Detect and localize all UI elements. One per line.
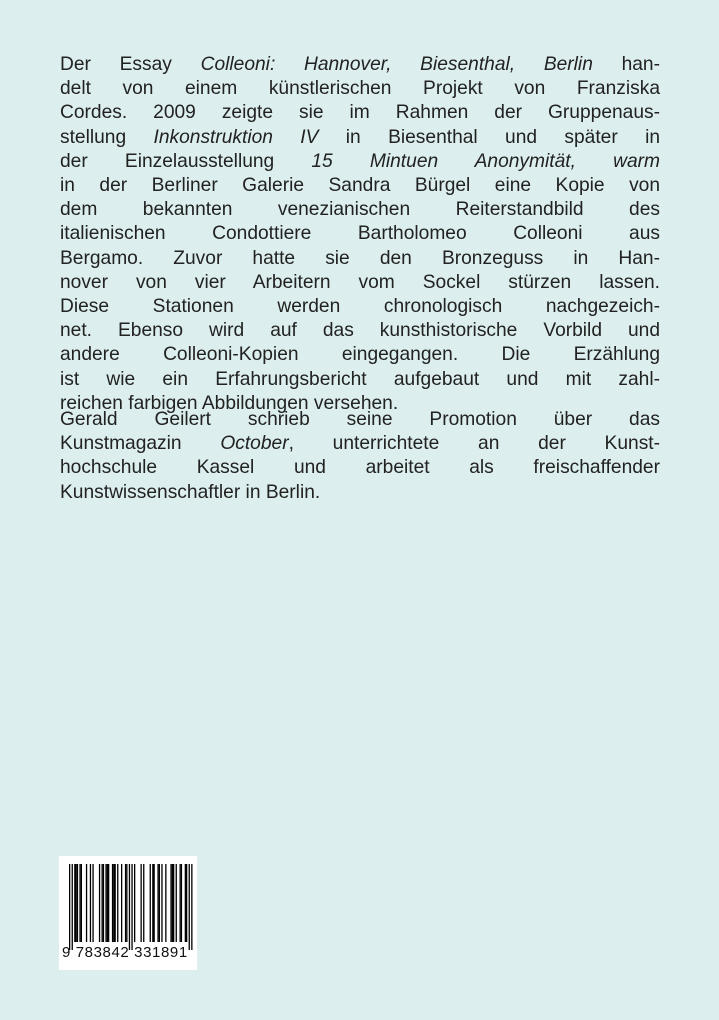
barcode-bar [108, 864, 109, 942]
text-line: Kunstwissenschaftler in Berlin. [60, 481, 321, 503]
barcode-bar [69, 864, 70, 950]
magazine-title: October [220, 433, 289, 455]
text-line: Bergamo. Zuvor hatte sie den Bronzeguss in Han- [60, 247, 660, 269]
text-line: Diese Stationen werden chronologisch nachgezeich- [60, 296, 660, 318]
exhibition-title: 15 Mintuen Anonymität, warm [311, 150, 660, 172]
barcode-bar [181, 864, 182, 942]
barcode-bar [129, 864, 130, 950]
barcode-bar [105, 864, 106, 942]
barcode-bar [102, 864, 103, 942]
barcode-bar [170, 864, 171, 942]
description-paragraph [60, 53, 660, 416]
barcode-bar [117, 864, 118, 942]
barcode-bar [113, 864, 114, 942]
barcode-bar [81, 864, 82, 942]
text-line: reichen farbigen Abbildungen versehen. [60, 392, 399, 414]
barcode-bar [121, 864, 122, 942]
text-line: hochschule Kassel und arbeitet als freischaffender [60, 457, 660, 479]
text-line: ist wie ein Erfahrungsbericht aufgebaut und mit zahl- [60, 368, 660, 390]
barcode-bar [99, 864, 100, 942]
text-line: delt von einem künstlerischen Projekt von Franziska [60, 78, 660, 100]
text-line: dem bekannten venezianischen Reiterstandbild des [60, 199, 660, 221]
barcode-bar [186, 864, 187, 942]
barcode-bar [107, 864, 108, 942]
barcode-bar [180, 864, 181, 942]
barcode-bar [185, 864, 186, 942]
isbn-number: 9 783842 331891 [62, 944, 188, 961]
barcode-bar [77, 864, 78, 942]
barcode-bar [157, 864, 158, 942]
barcode-bar [141, 864, 142, 942]
barcode-bar [152, 864, 153, 942]
barcode-bar [191, 864, 192, 950]
text-line: stellung Inkonstruktion IV in Biesenthal und später in [60, 126, 661, 148]
barcode-bar [126, 864, 127, 942]
barcode-bar [173, 864, 174, 942]
barcode-bar [92, 864, 93, 942]
text-line: Gerald Geilert schrieb seine Promotion über das [60, 409, 660, 430]
author-bio-paragraph [60, 408, 660, 505]
barcode-bar [79, 864, 80, 942]
text-line: Kunstmagazin October, unterrichtete an der Kunst- [60, 433, 661, 455]
barcode-bar [189, 864, 190, 950]
text-line: andere Colleoni-Kopien eingegangen. Die Erzählung [60, 344, 660, 366]
barcode-bar [154, 864, 155, 942]
isbn-barcode [59, 856, 197, 970]
text-line: Cordes. 2009 zeigte sie im Rahmen der Gruppenaus- [60, 102, 660, 124]
barcode-bar [131, 864, 132, 950]
text-line: Der Essay Colleoni: Hannover, Biesenthal, Berlin han- [60, 54, 660, 75]
barcode-bar [115, 864, 116, 942]
text-line: net. Ebenso wird auf das kunsthistorische Vorbild und [60, 320, 660, 342]
barcode-bar [165, 864, 166, 942]
barcode-bar [176, 864, 177, 942]
exhibition-title: Inkonstruktion IV [153, 126, 319, 148]
barcode-bar [86, 864, 87, 942]
barcode-bar [125, 864, 126, 942]
barcode-bar [134, 864, 135, 942]
text-line: in der Berliner Galerie Sandra Bürgel eine Kopie von [60, 175, 660, 197]
essay-title: Colleoni: Hannover, Biesenthal, Berlin [200, 54, 593, 75]
barcode-bar [150, 864, 151, 942]
text-line: der Einzelausstellung 15 Mintuen Anonymität, warm [60, 150, 660, 172]
text-line: italienischen Condottiere Bartholomeo Colleoni aus [60, 223, 660, 245]
text-line: nover von vier Arbeitern vom Sockel stürzen lassen. [60, 271, 660, 293]
barcode-bar [76, 864, 77, 942]
barcode-bar [161, 864, 162, 942]
barcode-bar [74, 864, 75, 942]
barcode-bar [143, 864, 144, 942]
barcode-bar [159, 864, 160, 942]
barcode-bar [90, 864, 91, 942]
barcode-bar [103, 864, 104, 942]
barcode-bar [172, 864, 173, 942]
barcode-bar [72, 864, 73, 950]
barcode-bar [112, 864, 113, 942]
